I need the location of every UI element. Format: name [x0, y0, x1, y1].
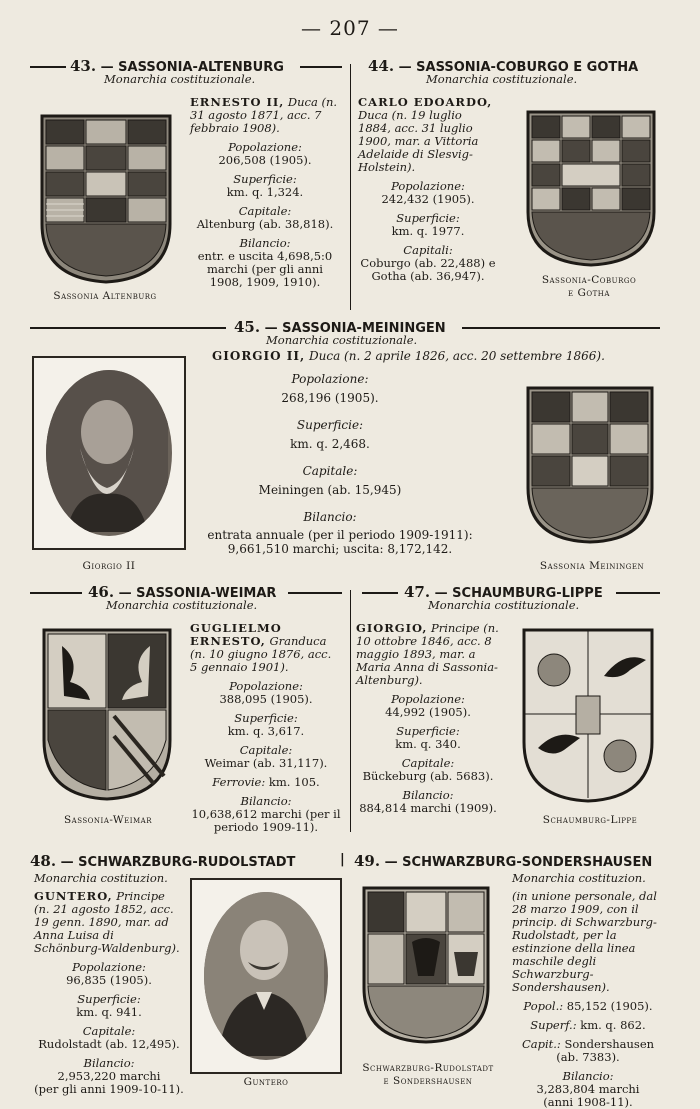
budget-label: Bilancio:: [83, 1056, 135, 1070]
arms-caption: Sassonia Altenburg: [53, 290, 157, 302]
header-rule: [300, 66, 342, 68]
arms-caption-line: e Sondershausen: [383, 1075, 473, 1087]
ruler-details: Principe (n. 10 ottobre 1846, acc. 8 maggio 1893, mar. a Maria Anna di Sassonia-Altenburg).: [356, 621, 499, 687]
column-divider: [350, 64, 351, 310]
section-49-text: [512, 872, 664, 1109]
budget-label: Bilancio:: [303, 510, 357, 524]
union-note: (in unione personale, dal 28 marzo 1909, con il princip. di Schwarzburg-Rudolstadt, per la estinzione della linea maschile degli Schwarzburg-Sondershausen).: [512, 889, 657, 994]
population-label: Popolazione:: [391, 692, 465, 706]
arms-caption-line: e Gotha: [568, 287, 610, 299]
section-title: — SCHAUMBURG-LIPPE: [434, 586, 603, 601]
capital-label: Capitale:: [302, 464, 358, 478]
capital-label: Capitale:: [238, 204, 292, 218]
section-title: — SASSONIA-WEIMAR: [118, 586, 277, 601]
population-value: 388,095 (1905).: [219, 692, 313, 706]
section-48-text: [34, 872, 184, 1096]
population-label: Popolazione:: [391, 179, 465, 193]
section-43-text: [190, 96, 340, 289]
capital-value: Rudolstadt (ab. 12,495).: [38, 1037, 180, 1051]
section-number: 45.: [234, 318, 261, 336]
ruler-name: CARLO EDOARDO,: [358, 95, 493, 109]
section-subtitle: Monarchia costituzionale.: [426, 72, 578, 86]
population-value: 268,196 (1905).: [281, 391, 379, 405]
railways-label: Ferrovie:: [212, 775, 266, 789]
header-rule: [462, 327, 660, 329]
ruler-name: GIORGIO II,: [212, 349, 306, 363]
population-label: Popolazione:: [72, 960, 146, 974]
section-subtitle: Monarchia costituzionale.: [428, 598, 580, 612]
budget-label: Bilancio:: [240, 794, 292, 808]
section-title: — SASSONIA-MEININGEN: [264, 321, 446, 336]
capital-value: Meiningen (ab. 15,945): [258, 483, 402, 497]
budget-value: entr. e uscita 4,698,5:0 marchi (per gli anni 1908, 1909, 1910).: [197, 249, 333, 289]
area-value: km. q. 2,468.: [290, 437, 370, 451]
population-value: 96,835 (1905).: [66, 973, 152, 987]
coat-of-arms-coburg-gotha: [524, 108, 658, 268]
coat-of-arms-meiningen: [524, 384, 656, 546]
portrait-giorgio-ii: [46, 370, 172, 536]
header-rule: [30, 327, 226, 329]
budget-label: Bilancio:: [239, 236, 291, 250]
capital-label: Capit.:: [521, 1037, 561, 1051]
arms-caption: [346, 1062, 510, 1088]
budget-value: 2,953,220 marchi: [57, 1069, 161, 1083]
section-number: 44.: [368, 57, 395, 75]
ruler-details: Duca (n. 31 agosto 1871, acc. 7 febbraio 1908).: [190, 95, 338, 135]
header-rule: [30, 592, 82, 594]
header-rule: [616, 592, 660, 594]
capital-value: Bückeburg (ab. 5683).: [362, 769, 494, 783]
budget-value: 10,638,612 marchi (per il periodo 1909-11).: [191, 807, 341, 834]
header-rule: [288, 592, 342, 594]
column-divider: [350, 590, 351, 832]
capital-value: Sondershausen (ab. 7383).: [556, 1037, 655, 1064]
ruler-details: Granduca (n. 10 giugno 1876, acc. 5 gennaio 1901).: [190, 634, 332, 674]
section-49-heading: [354, 852, 652, 870]
arms-caption: Sassonia Meiningen: [539, 560, 645, 572]
section-subtitle: Monarchia costituzion.: [34, 871, 168, 885]
area-label: Superficie:: [396, 211, 460, 225]
coat-of-arms-altenburg: [38, 112, 174, 284]
coat-of-arms-weimar: [40, 626, 174, 802]
section-subtitle: Monarchia costituzionale.: [104, 72, 256, 86]
section-number: 43.: [70, 57, 97, 75]
ruler-name: GUNTERO,: [34, 889, 113, 903]
budget-value: [190, 528, 490, 556]
section-title: — SCHWARZBURG-RUDOLSTADT: [60, 855, 296, 870]
budget-value: 3,283,804 marchi: [536, 1082, 640, 1096]
portrait-guntero: [204, 892, 328, 1060]
portrait-frame: [32, 356, 186, 550]
arms-caption: Schaumburg-Lippe: [542, 814, 638, 826]
population-value: 206,508 (1905).: [218, 153, 312, 167]
population-value: 44,992 (1905).: [385, 705, 471, 719]
railways-value: km. 105.: [268, 775, 320, 789]
population-label: Popol.:: [523, 999, 564, 1013]
section-46-text: [190, 622, 342, 834]
area-value: km. q. 1,324.: [226, 185, 304, 199]
arms-caption: [514, 274, 664, 300]
population-value: 85,152 (1905).: [566, 999, 653, 1013]
population-label: Popolazione:: [291, 372, 369, 386]
capital-label: Capitali:: [403, 243, 453, 257]
budget-value: (per gli anni 1909-10-11).: [34, 1082, 184, 1096]
section-47-text: [356, 622, 500, 815]
arms-caption-line: Schwarzburg-Rudolstadt: [362, 1062, 494, 1074]
section-subtitle: Monarchia costituzionale.: [266, 333, 418, 347]
section-45-text: [230, 372, 430, 524]
budget-value: 884,814 marchi (1909).: [359, 801, 497, 815]
population-label: Popolazione:: [229, 679, 303, 693]
header-rule: [30, 66, 66, 68]
area-label: Superficie:: [396, 724, 460, 738]
area-label: Superficie:: [77, 992, 141, 1006]
budget-value: (anni 1908-11).: [543, 1095, 633, 1109]
budget-label: Bilancio:: [562, 1069, 614, 1083]
budget-line: 9,661,510 marchi; uscita: 8,172,142.: [227, 542, 453, 556]
budget-label: Bilancio:: [402, 788, 454, 802]
page-number: — 207 —: [301, 16, 399, 40]
portrait-caption: Giorgio II: [82, 560, 136, 572]
capital-value: Coburgo (ab. 22,488) e Gotha (ab. 36,947).: [360, 256, 496, 283]
arms-caption-line: Sassonia-Coburgo: [541, 274, 637, 286]
capital-label: Capitale:: [82, 1024, 136, 1038]
section-title: — SASSONIA-COBURGO E GOTHA: [398, 60, 639, 75]
population-label: Popolazione:: [228, 140, 302, 154]
section-subtitle: Monarchia costituzion.: [512, 871, 646, 885]
area-value: km. q. 1977.: [391, 224, 465, 238]
section-number: 48.: [30, 852, 57, 870]
capital-label: Capitale:: [401, 756, 455, 770]
ruler-name: GIORGIO,: [356, 621, 428, 635]
section-number: 46.: [88, 583, 115, 601]
section-44-text: [358, 96, 498, 283]
section-title: — SASSONIA-ALTENBURG: [100, 60, 284, 75]
area-label: Superficie:: [233, 172, 297, 186]
section-48-heading: [30, 852, 295, 870]
ruler-details: Duca (n. 19 luglio 1884, acc. 31 luglio 1900, mar. a Vittoria Adelaide di Slesvig-Holstein).: [358, 108, 479, 174]
heading-separator: |: [340, 852, 345, 867]
capital-value: Altenburg (ab. 38,818).: [196, 217, 334, 231]
ruler-name: GUGLIELMO ERNESTO,: [190, 621, 282, 648]
area-value: km. q. 340.: [395, 737, 461, 751]
ruler-details: Duca (n. 2 aprile 1826, acc. 20 settembre 1866).: [305, 349, 605, 363]
area-label: Superficie:: [296, 418, 364, 432]
section-number: 49.: [354, 852, 381, 870]
portrait-frame: [190, 878, 342, 1074]
capital-label: Capitale:: [239, 743, 293, 757]
area-label: Superf.:: [530, 1018, 577, 1032]
area-value: km. q. 862.: [580, 1018, 646, 1032]
population-value: 242,432 (1905).: [381, 192, 475, 206]
header-rule: [362, 592, 398, 594]
ruler-details: Principe (n. 21 agosto 1852, acc. 19 genn. 1890, mar. ad Anna Luisa di Schönburg-Waldenburg).: [34, 889, 180, 955]
arms-caption: Sassonia-Weimar: [63, 814, 153, 826]
ruler-line: [212, 350, 605, 363]
budget-line: entrata annuale (per il periodo 1909-1911):: [207, 528, 473, 542]
coat-of-arms-schwarzburg: [360, 884, 492, 1046]
area-value: km. q. 3,617.: [227, 724, 305, 738]
area-value: km. q. 941.: [76, 1005, 142, 1019]
coat-of-arms-schaumburg-lippe: [520, 626, 656, 804]
portrait-caption: Guntero: [243, 1076, 289, 1088]
capital-value: Weimar (ab. 31,117).: [204, 756, 328, 770]
section-title: — SCHWARZBURG-SONDERSHAUSEN: [384, 855, 653, 870]
section-subtitle: Monarchia costituzionale.: [106, 598, 258, 612]
ruler-name: ERNESTO II,: [190, 95, 285, 109]
area-label: Superficie:: [234, 711, 298, 725]
section-number: 47.: [404, 583, 431, 601]
